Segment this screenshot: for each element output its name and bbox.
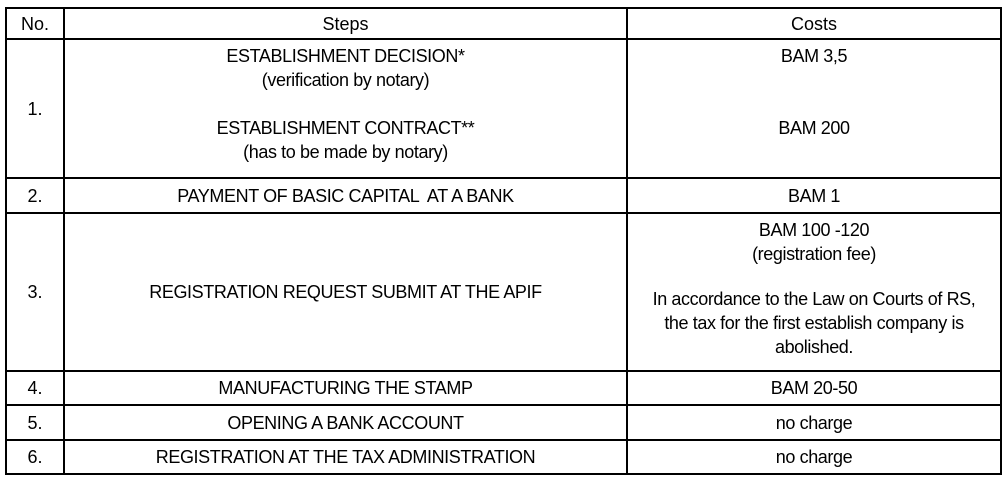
cost-value: BAM 1 bbox=[787, 185, 841, 206]
cost-cell bbox=[627, 213, 1001, 371]
table-row bbox=[6, 39, 1001, 178]
step-cell bbox=[64, 39, 627, 178]
table-row bbox=[6, 213, 1001, 371]
table-row bbox=[6, 178, 1001, 213]
table-header-row bbox=[6, 8, 1001, 39]
cost-note: abolished. bbox=[774, 337, 854, 357]
cost-value: no charge bbox=[775, 447, 853, 467]
cost-value: BAM 3,5 bbox=[780, 46, 848, 66]
cost-value: BAM 200 bbox=[778, 118, 850, 138]
step-cell bbox=[64, 440, 627, 474]
cost-cell bbox=[627, 405, 1001, 440]
step-text: PAYMENT OF BASIC CAPITAL AT A BANK bbox=[177, 185, 514, 206]
step-text: OPENING A BANK ACCOUNT bbox=[227, 412, 464, 433]
table-row bbox=[6, 371, 1001, 405]
cost-cell bbox=[627, 178, 1001, 213]
cost-cell bbox=[627, 440, 1001, 474]
step-cell bbox=[64, 213, 627, 371]
step-text: ESTABLISHMENT CONTRACT** bbox=[216, 118, 475, 138]
cost-note: the tax for the first establish company is bbox=[664, 313, 964, 333]
row-number: 4. bbox=[6, 371, 64, 405]
step-cell bbox=[64, 371, 627, 405]
step-text: MANUFACTURING THE STAMP bbox=[218, 378, 473, 398]
row-number: 3. bbox=[6, 213, 64, 371]
step-text: ESTABLISHMENT DECISION* bbox=[226, 46, 465, 66]
row-number: 6. bbox=[6, 440, 64, 474]
step-note: (verification by notary) bbox=[261, 70, 430, 90]
header-no: No. bbox=[6, 8, 64, 39]
row-number: 5. bbox=[6, 405, 64, 440]
cost-value: BAM 100 -120 bbox=[758, 220, 870, 240]
row-number: 1. bbox=[6, 39, 64, 178]
cost-cell bbox=[627, 371, 1001, 405]
header-steps: Steps bbox=[64, 8, 627, 39]
step-text: REGISTRATION REQUEST SUBMIT AT THE APIF bbox=[149, 282, 542, 302]
step-cell bbox=[64, 405, 627, 440]
step-cell bbox=[64, 178, 627, 213]
cost-value: no charge bbox=[775, 412, 853, 433]
step-note: (has to be made by notary) bbox=[243, 142, 448, 162]
steps-costs-table bbox=[5, 7, 1002, 475]
table-row bbox=[6, 405, 1001, 440]
header-costs: Costs bbox=[627, 8, 1001, 39]
cost-note: (registration fee) bbox=[752, 244, 876, 264]
cost-note: In accordance to the Law on Courts of RS, bbox=[652, 289, 976, 309]
table-row bbox=[6, 440, 1001, 474]
cost-cell bbox=[627, 39, 1001, 178]
row-number: 2. bbox=[6, 178, 64, 213]
step-text: REGISTRATION AT THE TAX ADMINISTRATION bbox=[155, 447, 536, 467]
cost-value: BAM 20-50 bbox=[770, 378, 858, 398]
